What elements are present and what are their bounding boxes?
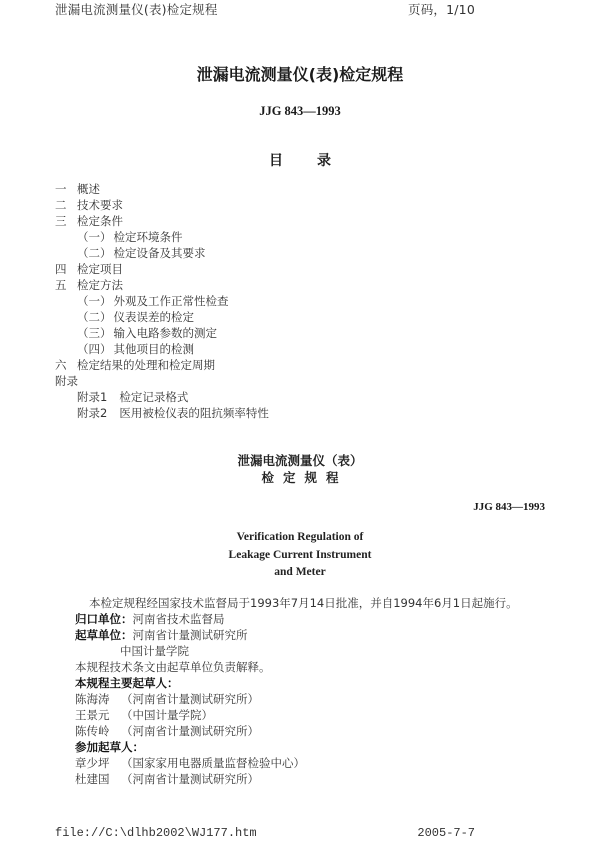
participants-label: 参加起草人： [75,740,144,754]
toc-appendix-item[interactable] [55,389,269,405]
toc-appendix-item[interactable] [55,405,269,421]
toc-heading-char-2: 录 [317,153,331,169]
toc-subitem[interactable] [55,341,269,357]
table-of-contents [55,181,269,421]
toc-item-number: 一 [55,182,67,196]
toc-item[interactable] [55,213,269,229]
participant-row [75,771,518,787]
responsible-unit-value: 河南省技术监督局 [132,612,225,626]
main-drafters-label: 本规程主要起草人： [75,676,179,690]
toc-item[interactable] [55,181,269,197]
drafter-name: 王景元 [75,708,110,722]
english-title-line-1: Verification Regulation of [236,531,364,543]
section-title-line-1: 泄漏电流测量仪（表） [237,453,363,468]
toc-item[interactable] [55,261,269,277]
toc-item[interactable] [55,277,269,293]
section-code: JJG 843—1993 [473,501,545,513]
interpretation-statement: 本规程技术条文由起草单位负责解释。 [75,660,271,674]
toc-item-number: （一） [77,230,112,244]
toc-item-label: 检定方法 [77,278,123,292]
drafter-org: （中国计量学院） [121,708,213,722]
toc-item-label: 附录 [55,374,78,388]
drafting-unit-line [75,627,518,643]
toc-item-number: 附录2 [77,406,108,420]
toc-heading-char-1: 目 [269,153,283,169]
drafter-name: 陈海涛 [75,692,110,706]
document-title: 泄漏电流测量仪(表)检定规程 [196,65,404,84]
participant-name: 章少坪 [75,756,110,770]
approval-statement: 本检定规程经国家技术监督局于1993年7月14日批准，并自1994年6月1日起施行。 [89,596,518,610]
toc-item-number: 六 [55,358,67,372]
toc-subitem[interactable] [55,325,269,341]
toc-appendix-heading[interactable] [55,373,269,389]
running-footer-date: 2005-7-7 [417,826,475,840]
running-header-page-number: 页码，1/10 [408,2,475,17]
toc-item-label: 检定项目 [77,262,123,276]
drafter-row [75,723,518,739]
drafting-unit-label: 起草单位： [75,628,133,642]
toc-item-number: 五 [55,278,67,292]
toc-subitem[interactable] [55,245,269,261]
toc-item-number: 附录1 [77,390,108,404]
participant-name: 杜建国 [75,772,110,786]
toc-item-number: （四） [77,342,112,356]
toc-item-number: （一） [77,294,112,308]
toc-item-number: 三 [55,214,67,228]
drafter-row [75,691,518,707]
toc-item-number: 四 [55,262,67,276]
responsible-unit-line [75,611,518,627]
drafting-unit-value: 河南省计量测试研究所 [132,628,248,642]
toc-item-label: 检定结果的处理和检定周期 [77,358,215,372]
toc-item[interactable] [55,357,269,373]
toc-item-label: 检定条件 [77,214,123,228]
toc-item-number: （二） [77,246,112,260]
toc-item-number: 二 [55,198,67,212]
body-text [75,595,518,787]
toc-item-label: 输入电路参数的测定 [113,326,217,340]
document-code: JJG 843—1993 [259,104,341,118]
toc-item-label: 外观及工作正常性检查 [113,294,229,308]
toc-item-label: 检定记录格式 [119,390,189,404]
toc-subitem[interactable] [55,229,269,245]
running-footer-file-path: file://C:\dlhb2002\WJ177.htm [55,826,257,840]
participant-org: （河南省计量测试研究所） [121,772,259,786]
toc-subitem[interactable] [55,293,269,309]
toc-item-label: 医用被检仪表的阻抗频率特性 [119,406,269,420]
english-title-line-3: and Meter [274,566,326,578]
section-title-line-2: 检定规程 [261,470,348,485]
toc-item-label: 检定环境条件 [113,230,183,244]
toc-item-label: 概述 [77,182,100,196]
running-header-title: 泄漏电流测量仪(表)检定规程 [55,2,218,17]
english-title-line-2: Leakage Current Instrument [228,549,372,561]
participant-org: （国家家用电器质量监督检验中心） [121,756,305,770]
toc-item-number: （二） [77,310,112,324]
drafter-org: （河南省计量测试研究所） [121,692,259,706]
toc-item-label: 仪表误差的检定 [113,310,194,324]
toc-item-label: 检定设备及其要求 [113,246,206,260]
toc-item-label: 其他项目的检测 [113,342,194,356]
participant-row [75,755,518,771]
drafter-name: 陈传岭 [75,724,110,738]
toc-item[interactable] [55,197,269,213]
drafter-org: （河南省计量测试研究所） [121,724,259,738]
drafting-unit-value: 中国计量学院 [120,644,189,658]
toc-item-label: 技术要求 [77,198,123,212]
drafter-row [75,707,518,723]
toc-subitem[interactable] [55,309,269,325]
responsible-unit-label: 归口单位： [75,612,133,626]
toc-item-number: （三） [77,326,112,340]
toc-heading [0,150,600,170]
